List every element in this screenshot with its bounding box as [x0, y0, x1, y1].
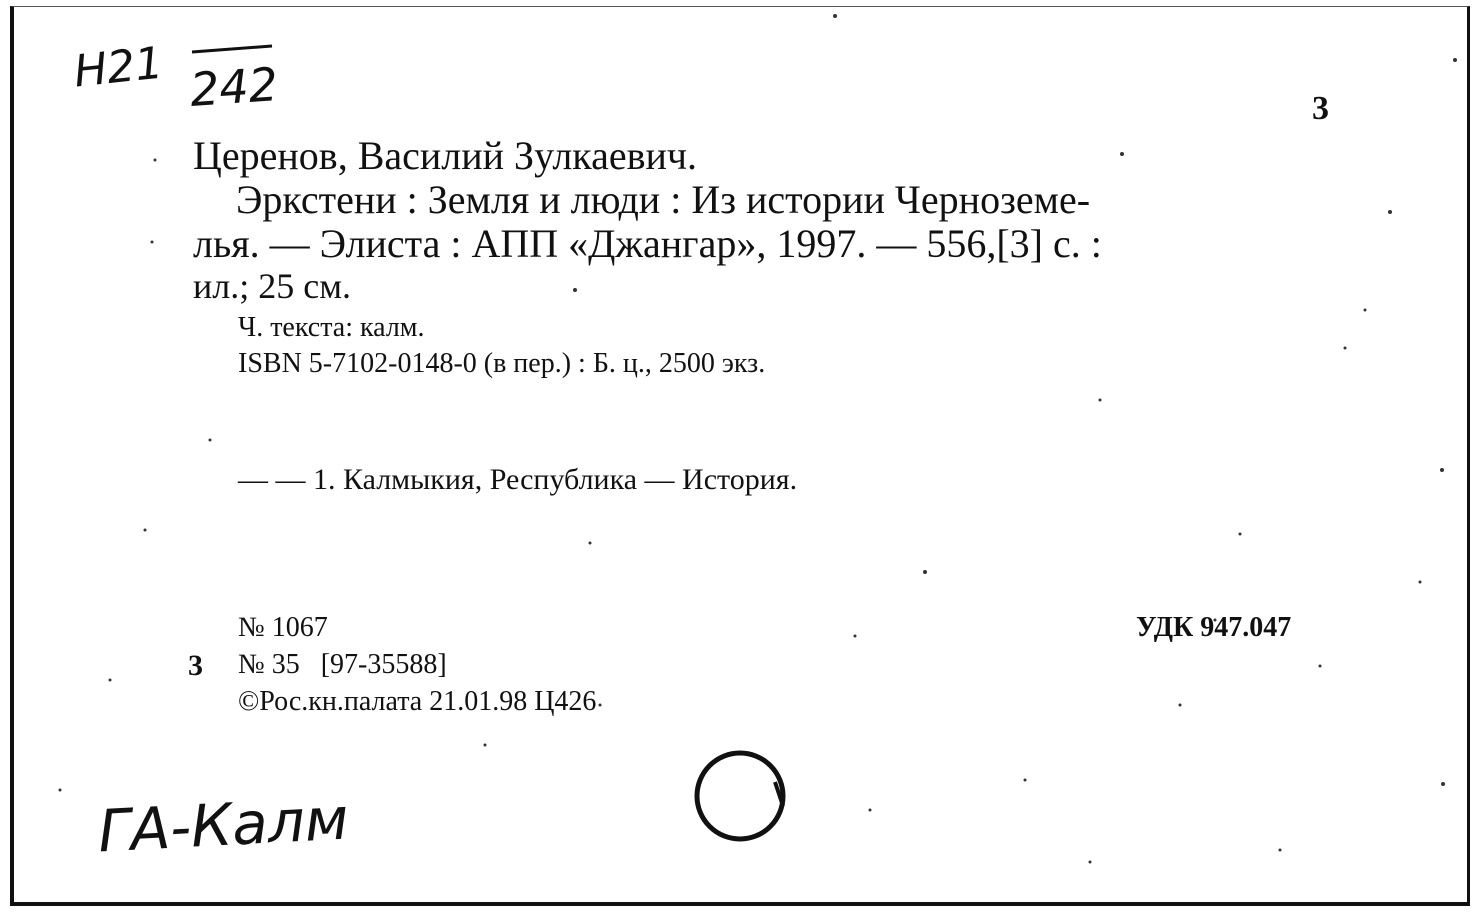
- copyright-line: ©Рос.кн.палата 21.01.98 Ц426: [238, 686, 597, 717]
- record-number: № 1067: [238, 612, 328, 643]
- corner-number: 3: [1312, 90, 1329, 127]
- title-line-3: ил.; 25 см.: [193, 266, 351, 306]
- language-note: Ч. текста: калм.: [238, 312, 425, 343]
- udk-code: УДК 947.047: [1136, 612, 1292, 643]
- author-heading: Церенов, Василий Зулкаевич.: [193, 133, 698, 178]
- subject-heading: — — 1. Калмыкия, Республика — История.: [238, 463, 798, 496]
- handwritten-call-number: Н21: [71, 37, 166, 98]
- handwritten-location-mark: ГА-Калм: [96, 784, 351, 866]
- left-margin-number: 3: [188, 649, 203, 682]
- handwritten-call-number-suffix: 242: [188, 57, 280, 117]
- card-number: № 35 [97-35588]: [238, 649, 447, 680]
- title-line-2: лья. — Элиста : АПП «Джангар», 1997. — 556,[3] с. :: [193, 221, 1102, 266]
- isbn-line: ISBN 5-7102-0148-0 (в пер.) : Б. ц., 2500 экз.: [238, 348, 766, 379]
- title-line-1: Эркстени : Земля и люди : Из истории Черноземе-: [236, 177, 1091, 222]
